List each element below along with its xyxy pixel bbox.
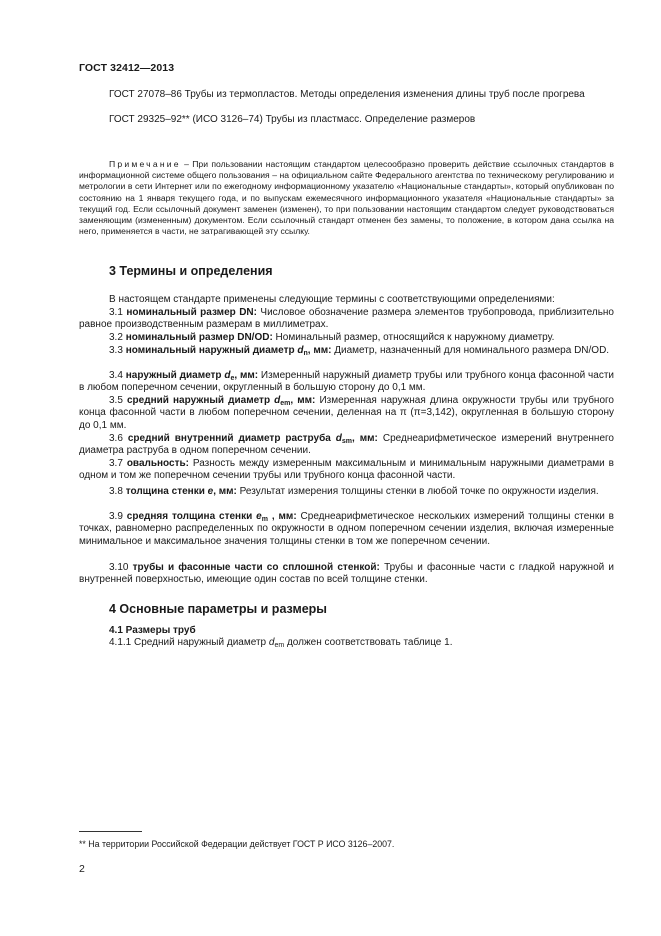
term-name: толщина стенки xyxy=(125,486,208,497)
term-number: 3.3 xyxy=(109,345,126,356)
page-number: 2 xyxy=(79,863,85,875)
reference-gost-27078: ГОСТ 27078–86 Трубы из термопластов. Методы определения изменения длины труб после прогрева xyxy=(109,89,585,100)
term-name: номинальный наружный диаметр xyxy=(125,345,298,356)
term-3-2 xyxy=(79,332,614,344)
term-definition: Измеренная наружная длина окружности трубы или трубного конца фасонной части в любом поперечном сечении, деленная на π (π=3,142), округленная в большую сторону до 0,1 мм. xyxy=(79,395,614,431)
clause-subscript: em xyxy=(274,642,285,649)
term-unit: , мм: xyxy=(234,370,259,381)
term-name: трубы и фасонные части со сплошной стенкой: xyxy=(132,562,380,573)
term-number: 3.5 xyxy=(109,395,127,406)
footnote-divider xyxy=(79,831,142,832)
term-number: 3.9 xyxy=(109,511,127,522)
term-name: номинальный размер DN: xyxy=(126,307,257,318)
clause-text: должен соответствовать таблице 1. xyxy=(284,637,453,648)
term-number: 3.2 xyxy=(109,332,126,343)
term-name: номинальный размер DN/OD: xyxy=(125,332,273,343)
term-number: 3.6 xyxy=(109,433,128,444)
reference-gost-29325: ГОСТ 29325–92** (ИСО 3126–74) Трубы из пластмасс. Определение размеров xyxy=(109,114,476,125)
term-number: 3.8 xyxy=(109,486,126,497)
standard-code: ГОСТ 32412—2013 xyxy=(79,62,175,74)
term-3-6 xyxy=(79,433,614,458)
term-number: 3.4 xyxy=(109,370,126,381)
term-symbol: d xyxy=(224,370,231,381)
term-definition: Среднеарифметическое нескольких измерений толщины стенки в точках, равномерно распределенных по окружности в одном поперечном сечении изделия, включая измеренные минимальное и максимальное значения толщины стенки в том же поперечном сечении. xyxy=(79,511,614,547)
term-3-3 xyxy=(79,345,614,357)
term-symbol: d xyxy=(274,395,281,406)
term-unit: , мм: xyxy=(290,395,316,406)
term-definition: Результат измерения толщины стенки в любой точке по окружности изделия. xyxy=(236,486,599,497)
term-3-10 xyxy=(79,562,614,587)
term-number: 3.7 xyxy=(109,458,127,469)
term-3-7 xyxy=(79,458,614,483)
term-3-5 xyxy=(79,395,614,432)
note-text: – При пользовании настоящим стандартом целесообразно проверить действие ссылочных стандартов в информационной системе общего пользования – на официальном сайте Федерального агентства по техническому регулированию и метрологии в сети Интернет или по ежегодному информационному указателю «Национальные стандарты», который опубликован по состоянию на 1 января текущего года, и по выпускам ежемесячного информационного указателя «Национальные стандарты» за текущий год. Если ссылочный документ заменен (изменен), то при пользовании настоящим стандартом следует руководствоваться заменяющим (измененным) документом. Если ссылочный стандарт отменен без замены, то положение, в котором дана ссылка на него, применяется в части, не затрагивающей эту ссылку. xyxy=(79,159,614,237)
term-3-4 xyxy=(79,370,614,395)
term-name: наружный диаметр xyxy=(125,370,225,381)
term-name: средний внутренний диаметр раструба xyxy=(127,433,336,444)
term-definition: Трубы и фасонные части с гладкой наружной и внутренней поверхностью, имеющие один состав по всей толщине стенки. xyxy=(79,562,614,586)
term-unit: , мм: xyxy=(307,345,332,356)
term-subscript: sm xyxy=(341,438,353,445)
term-unit: , мм: xyxy=(352,433,378,444)
term-definition: Числовое обозначение размера элементов трубопровода, приблизительно равное производственным размерам в миллиметрах. xyxy=(79,307,614,331)
term-name: средний наружный диаметр xyxy=(127,395,275,406)
term-symbol: d xyxy=(335,433,342,444)
term-number: 3.10 xyxy=(109,562,133,573)
subsection-4-1-title: 4.1 Размеры труб xyxy=(109,625,196,636)
term-name: средняя толщина стенки xyxy=(126,511,257,522)
term-subscript: n xyxy=(303,350,308,357)
term-number: 3.1 xyxy=(109,307,127,318)
note-label: Примечание xyxy=(109,159,181,169)
section-3-intro: В настоящем стандарте применены следующие термины с соответствующими определениями: xyxy=(109,294,555,305)
term-unit: , мм: xyxy=(213,486,237,497)
term-definition: Разность между измеренным максимальным и минимальным наружными диаметрами в одном и том же поперечном сечении трубы или трубного конца фасонной части. xyxy=(79,458,614,482)
clause-symbol: d xyxy=(268,637,275,648)
section-4-title: 4 Основные параметры и размеры xyxy=(109,602,327,616)
term-definition: Диаметр, назначенный для номинального размера DN/OD. xyxy=(331,345,610,356)
term-3-1 xyxy=(79,307,614,332)
note-paragraph xyxy=(79,159,614,237)
term-definition: Среднеарифметическое измерений внутреннего диаметра раструба в одном поперечном сечении. xyxy=(79,433,614,457)
term-name: овальность: xyxy=(126,458,189,469)
term-definition: Измеренный наружный диаметр трубы или трубного конца фасонной части в любом поперечном сечении, округленный в большую сторону до 0,1 мм. xyxy=(79,370,614,394)
term-symbol: e xyxy=(207,486,214,497)
term-subscript: em xyxy=(280,400,291,407)
clause-text: 4.1.1 Средний наружный диаметр xyxy=(109,637,269,648)
term-symbol: d xyxy=(297,345,304,356)
section-3-title: 3 Термины и определения xyxy=(109,264,273,278)
footnote: ** На территории Российской Федерации действует ГОСТ Р ИСО 3126–2007. xyxy=(79,839,395,849)
term-3-9 xyxy=(79,511,614,548)
term-unit: , мм: xyxy=(267,511,297,522)
clause-4-1-1 xyxy=(79,637,614,649)
term-subscript: m xyxy=(261,516,268,523)
term-symbol: e xyxy=(256,511,262,522)
term-3-8 xyxy=(79,486,614,498)
term-definition: Номинальный размер, относящийся к наружному диаметру. xyxy=(272,332,555,343)
term-subscript: e xyxy=(230,375,235,382)
